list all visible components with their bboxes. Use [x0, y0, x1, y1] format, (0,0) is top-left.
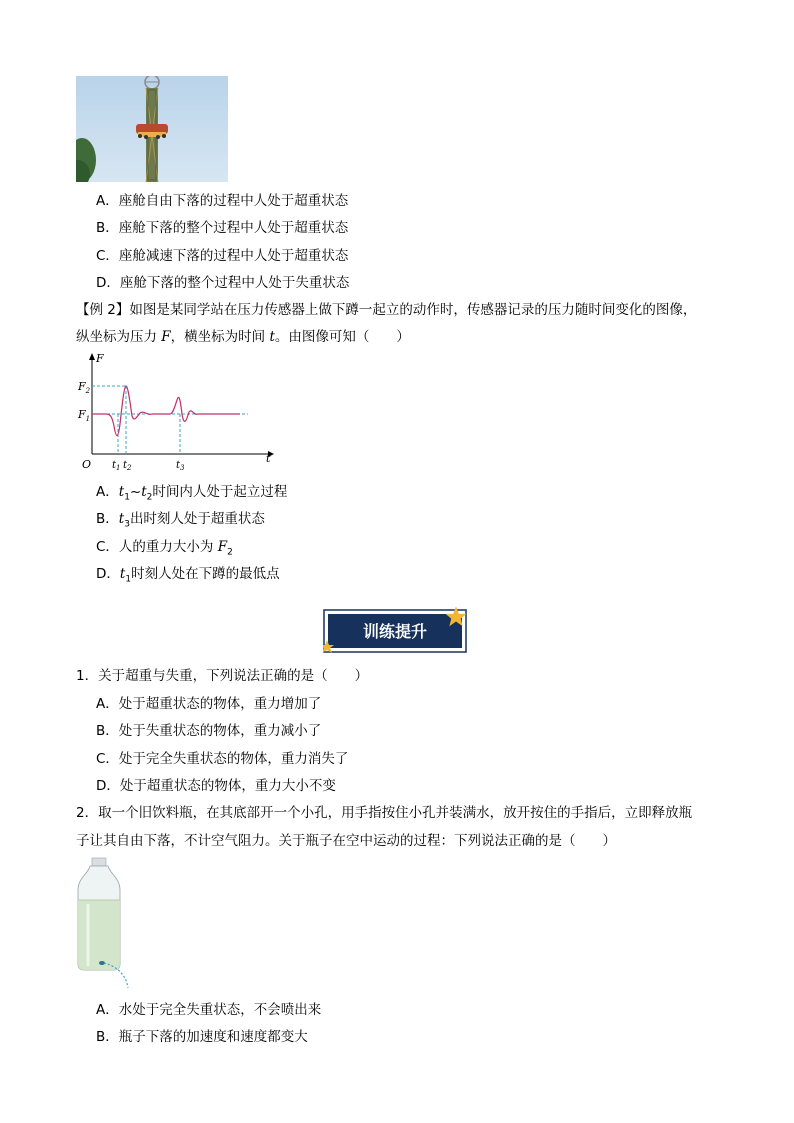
ex2-stem-line1: 【例 2】如图是某同学站在压力传感器上做下蹲一起立的动作时，传感器记录的压力随时间变化的图像，: [76, 302, 697, 318]
banner-title: 训练提升: [362, 622, 428, 641]
q1-option-d: D．处于超重状态的物体，重力大小不变: [96, 778, 336, 794]
ex2-stem-line2: 纵坐标为压力 F，横坐标为时间 t。由图像可知（ ）: [76, 329, 410, 345]
drop-tower-photo: [76, 76, 228, 182]
label-f2: $F_2$: [78, 380, 91, 395]
q2-option-a: A．水处于完全失重状态，不会喷出来: [96, 1002, 322, 1018]
q1-option-b: B．处于失重状态的物体，重力减小了: [96, 723, 322, 739]
ex1-option-d: D．座舱下落的整个过程中人处于失重状态: [96, 275, 350, 291]
ex1-option-c: C．座舱减速下落的过程中人处于超重状态: [96, 248, 349, 264]
label-y-axis: F: [96, 352, 104, 365]
label-t1: $t_1$: [112, 460, 121, 472]
section-banner: [323, 606, 467, 656]
q1-stem: 1．关于超重与失重，下列说法正确的是（ ）: [76, 668, 369, 684]
q1-option-a: A．处于超重状态的物体，重力增加了: [96, 696, 322, 712]
ex1-option-b: B．座舱下落的整个过程中人处于超重状态: [96, 220, 349, 236]
label-origin: O: [82, 458, 92, 471]
ex2-option-b: B．$t_3$出时刻人处于超重状态: [96, 511, 265, 530]
ex2-option-d: D．$t_1$时刻人处在下蹲的最低点: [96, 566, 280, 585]
force-time-graph: [72, 350, 277, 476]
label-x-axis: t: [266, 452, 271, 465]
q2-stem-line1: 2．取一个旧饮料瓶，在其底部开一个小孔，用手指按住小孔并装满水，放开按住的手指后，立即释放瓶: [76, 805, 693, 821]
label-t3: $t_3$: [176, 460, 185, 472]
label-t2: $t_2$: [123, 460, 132, 472]
q1-option-c: C．处于完全失重状态的物体，重力消失了: [96, 751, 349, 767]
bottle-illustration: [76, 856, 136, 991]
q2-option-b: B．瓶子下落的加速度和速度都变大: [96, 1029, 308, 1045]
ex2-option-a: A．$t_1\sim t_2$时间内人处于起立过程: [96, 484, 288, 503]
q2-stem-line2: 子让其自由下落，不计空气阻力。关于瓶子在空中运动的过程：下列说法正确的是（ ）: [76, 833, 616, 849]
ex2-option-c: C．人的重力大小为 $F_2$: [96, 539, 233, 558]
label-f1: $F_1$: [78, 408, 91, 423]
ex1-option-a: A．座舱自由下落的过程中人处于超重状态: [96, 193, 349, 209]
